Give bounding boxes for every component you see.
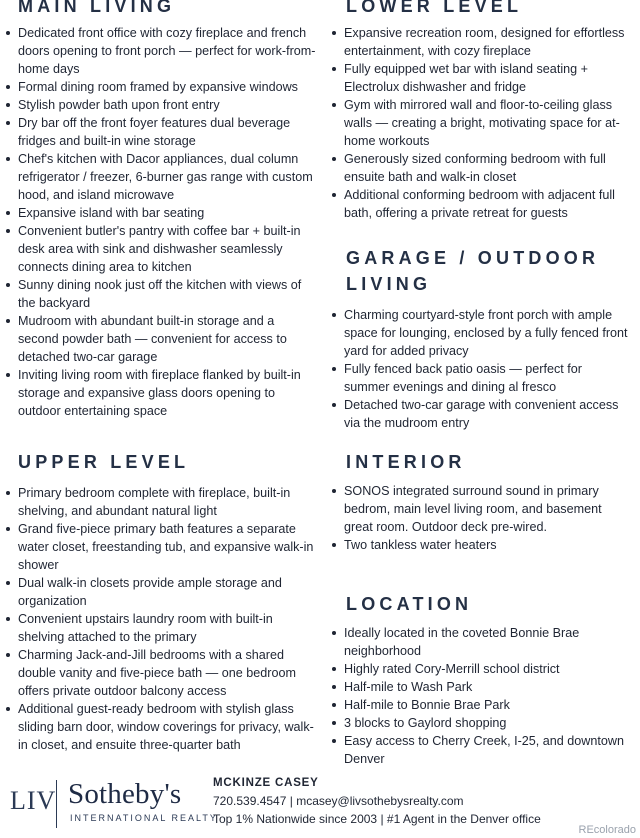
lower-level-list (330, 24, 630, 222)
interior-list (330, 482, 630, 554)
list-item: Primary bedroom complete with fireplace, built-in shelving, and abundant natural light (4, 484, 318, 520)
list-item: Two tankless water heaters (330, 536, 630, 554)
list-item: Sunny dining nook just off the kitchen with views of the backyard (4, 276, 318, 312)
list-item: Generously sized conforming bedroom with full ensuite bath and walk-in closet (330, 150, 630, 186)
list-item: Half-mile to Wash Park (330, 678, 630, 696)
list-item: Ideally located in the coveted Bonnie Brae neighborhood (330, 624, 630, 660)
upper-level-heading: UPPER LEVEL (18, 452, 190, 472)
list-item: SONOS integrated surround sound in primary bedrom, main level living room, and basement great room. Outdoor deck pre-wired. (330, 482, 630, 536)
lower-level-section (330, 0, 630, 222)
list-item: Detached two-car garage with convenient access via the mudroom entry (330, 396, 630, 432)
lower-level-heading: LOWER LEVEL (346, 0, 523, 16)
list-item: Fully fenced back patio oasis — perfect for summer evenings and dining al fresco (330, 360, 630, 396)
location-heading: LOCATION (346, 594, 473, 614)
upper-level-section (0, 450, 318, 754)
list-item: Mudroom with abundant built-in storage and a second powder bath — convenient for access to detached two-car garage (4, 312, 318, 366)
main-living-heading: MAIN LIVING (18, 0, 176, 16)
list-item: Expansive recreation room, designed for effortless entertainment, with cozy fireplace (330, 24, 630, 60)
list-item: Additional conforming bedroom with adjacent full bath, offering a private retreat for guests (330, 186, 630, 222)
list-item: Convenient upstairs laundry room with built-in shelving attached to the primary (4, 610, 318, 646)
list-item: Easy access to Cherry Creek, I-25, and downtown Denver (330, 732, 630, 768)
agent-tagline: Top 1% Nationwide since 2003 | #1 Agent in the Denver office (213, 812, 541, 826)
footer (0, 772, 640, 838)
list-item: Additional guest-ready bedroom with stylish glass sliding barn door, window coverings for privacy, walk-in closet, and ensuite three-quarter bath (4, 700, 318, 754)
location-list (330, 624, 630, 768)
logo-liv: LIV (10, 786, 57, 815)
list-item: Expansive island with bar seating (4, 204, 318, 222)
garage-outdoor-list (330, 306, 630, 432)
garage-outdoor-heading-line1: GARAGE / OUTDOOR (346, 248, 600, 268)
list-item: Charming courtyard-style front porch with ample space for lounging, enclosed by a fully fenced front yard for added privacy (330, 306, 630, 360)
list-item: Dual walk-in closets provide ample storage and organization (4, 574, 318, 610)
list-item: Half-mile to Bonnie Brae Park (330, 696, 630, 714)
upper-level-list (0, 484, 318, 754)
list-item: 3 blocks to Gaylord shopping (330, 714, 630, 732)
agent-name: MCKINZE CASEY (213, 777, 319, 789)
interior-heading: INTERIOR (346, 452, 466, 472)
logo-subtitle: INTERNATIONAL REALTY (70, 813, 218, 823)
list-item: Fully equipped wet bar with island seating + Electrolux dishwasher and fridge (330, 60, 630, 96)
main-living-section (0, 0, 318, 420)
location-section (330, 592, 630, 768)
logo-brand: Sotheby's (68, 778, 182, 810)
list-item: Convenient butler's pantry with coffee bar + built-in desk area with sink and dishwasher seamlessly connects dining area to kitchen (4, 222, 318, 276)
watermark: REcolorado (578, 824, 636, 836)
list-item: Inviting living room with fireplace flanked by built-in storage and expansive glass doors opening to outdoor entertaining space (4, 366, 318, 420)
main-living-list (0, 24, 318, 420)
list-item: Gym with mirrored wall and floor-to-ceiling glass walls — creating a bright, motivating space for at-home workouts (330, 96, 630, 150)
agent-contact: 720.539.4547 | mcasey@livsothebysrealty.com (213, 794, 464, 808)
list-item: Stylish powder bath upon front entry (4, 96, 318, 114)
list-item: Dry bar off the front foyer features dual beverage fridges and built-in wine storage (4, 114, 318, 150)
interior-section (330, 450, 630, 554)
garage-outdoor-heading-line2: LIVING (346, 274, 432, 294)
logo-divider (56, 780, 57, 828)
list-item: Highly rated Cory-Merrill school district (330, 660, 630, 678)
list-item: Chef's kitchen with Dacor appliances, dual column refrigerator / freezer, 6-burner gas range with custom hood, and island microwave (4, 150, 318, 204)
list-item: Charming Jack-and-Jill bedrooms with a shared double vanity and five-piece bath — one bedroom offers private outdoor balcony access (4, 646, 318, 700)
garage-outdoor-section (330, 246, 630, 432)
agent-info (213, 774, 541, 828)
list-item: Formal dining room framed by expansive windows (4, 78, 318, 96)
list-item: Grand five-piece primary bath features a separate water closet, freestanding tub, and expansive walk-in shower (4, 520, 318, 574)
list-item: Dedicated front office with cozy fireplace and french doors opening to front porch — perfect for work-from-home days (4, 24, 318, 78)
